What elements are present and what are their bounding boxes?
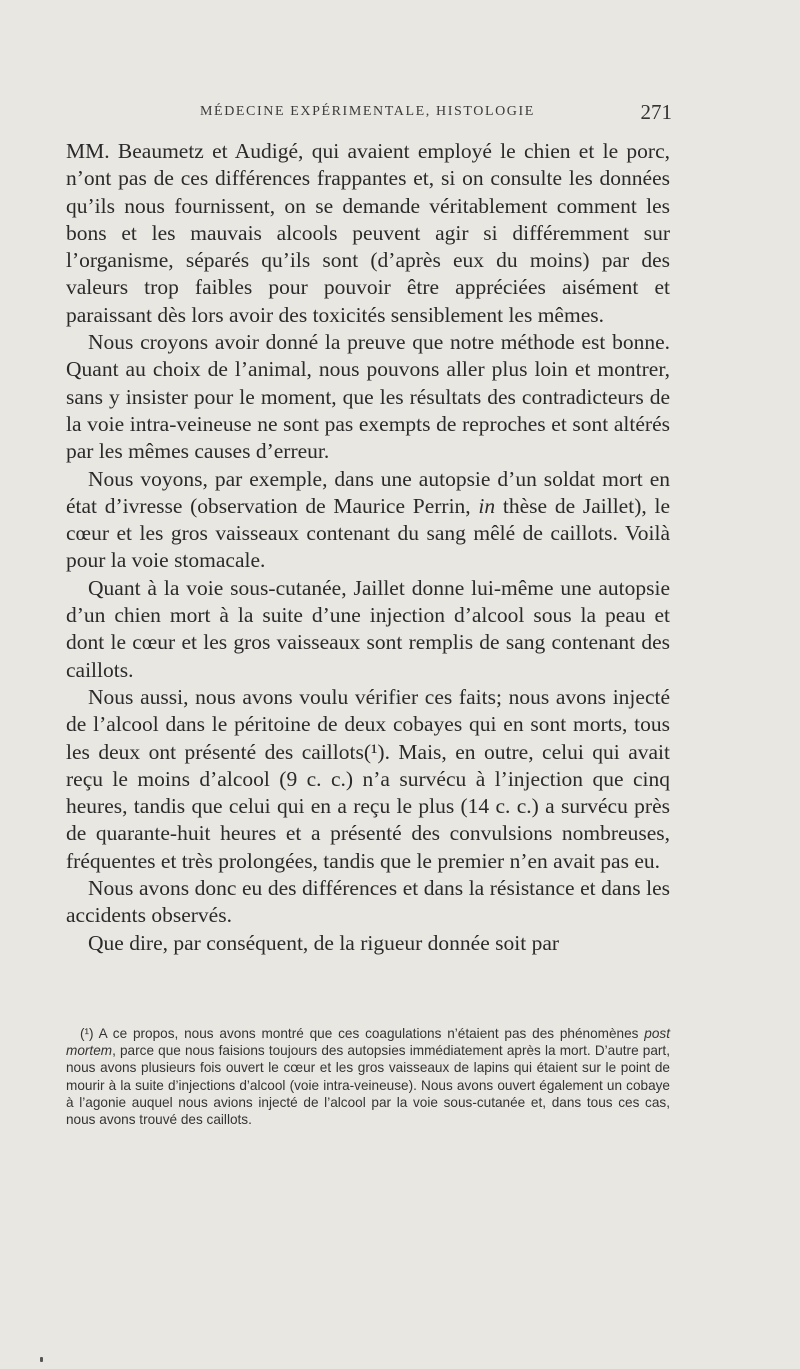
in-italic: in [478, 493, 496, 518]
page-number: 271 [640, 100, 672, 124]
page-header [60, 100, 672, 124]
paragraph-1: MM. Beaumetz et Audigé, qui avaient employé le chien et le porc, n’ont pas de ces différences frappantes et, si on consulte les données qu’ils nous fournissent, on se demande véritablement comment les bons et les mauvais alcools peuvent agir si différemment sur l’organisme, séparés qu’ils sont (d’après eux du moins) par des valeurs trop faibles pour pouvoir être appréciées aisément et paraissant dès lors avoir des toxicités sensiblement les mêmes. [66, 139, 670, 327]
footnote-reference: (¹) [363, 739, 385, 764]
body-text [66, 138, 670, 957]
paragraph-3-text-a: Nous voyons, par exemple, dans une autopsie d’un soldat mort en état d’ivresse (observation de Maurice Perrin, [66, 466, 670, 518]
paragraph-3 [66, 466, 670, 575]
paragraph-4: Quant à la voie sous-cutanée, Jaillet donne lui-même une autopsie d’un chien mort à la suite d’une injection d’alcool sous la peau et dont le cœur et les gros vaisseaux sont remplis de sang contenant des caillots. [66, 575, 670, 682]
ink-speck [40, 1357, 43, 1362]
footnote [66, 1025, 670, 1128]
paragraph-6: Nous avons donc eu des différences et dans la résistance et dans les accidents observés. [66, 876, 670, 928]
paragraph-7: Que dire, par conséquent, de la rigueur donnée soit par [88, 930, 560, 955]
footnote-text-a: A ce propos, nous avons montré que ces coagulations n’étaient pas des phénomènes [93, 1026, 645, 1041]
paragraph-5-text-b: . Mais, en outre, celui qui avait reçu le moins d’alcool (9 c. c.) n’a survécu à l’injection que cinq heures, tandis que celui qui en a reçu le plus (14 c. c.) a survécu près de quarante-huit heures et a présenté des convulsions nombreuses, fréquentes et très prolongées, tandis que le premier n’en avait pas eu. [66, 739, 670, 873]
footnote-marker: (¹) [80, 1026, 94, 1041]
footnote-italic: post mortem [66, 1026, 670, 1059]
footnote-text-b: , parce que nous faisions toujours des autopsies immédiatement après la mort. D’autre part, nous avons plusieurs fois ouvert le cœur et les gros vaisseaux de lapins qui étaient sur le point de mourir à la suite d’injections d’alcool (voie intra-veineuse). Nous avons ouvert également un cobaye à l’agonie auquel nous avions injecté de l’alcool par la voie sous-cutanée et, dans tous ces cas, nous avons trouvé des caillots. [66, 1043, 670, 1128]
paragraph-3-text-b: thèse de Jaillet), le cœur et les gros vaisseaux contenant du sang mêlé de caillots. Voilà pour la voie stomacale. [66, 493, 670, 573]
running-head: MÉDECINE EXPÉRIMENTALE, HISTOLOGIE [200, 104, 535, 119]
paragraph-2: Nous croyons avoir donné la preuve que notre méthode est bonne. Quant au choix de l’animal, nous pouvons aller plus loin et montrer, sans y insister pour le moment, que les résultats des contradicteurs de la voie intra-veineuse ne sont pas exempts de reproches et sont altérés par les mêmes causes d’erreur. [66, 330, 670, 464]
paragraph-5 [66, 684, 670, 875]
paragraph-5-text-a: Nous aussi, nous avons voulu vérifier ces faits; nous avons injecté de l’alcool dans le péritoine de deux cobayes qui en sont morts, tous les deux ont présenté des caillots [66, 684, 670, 764]
